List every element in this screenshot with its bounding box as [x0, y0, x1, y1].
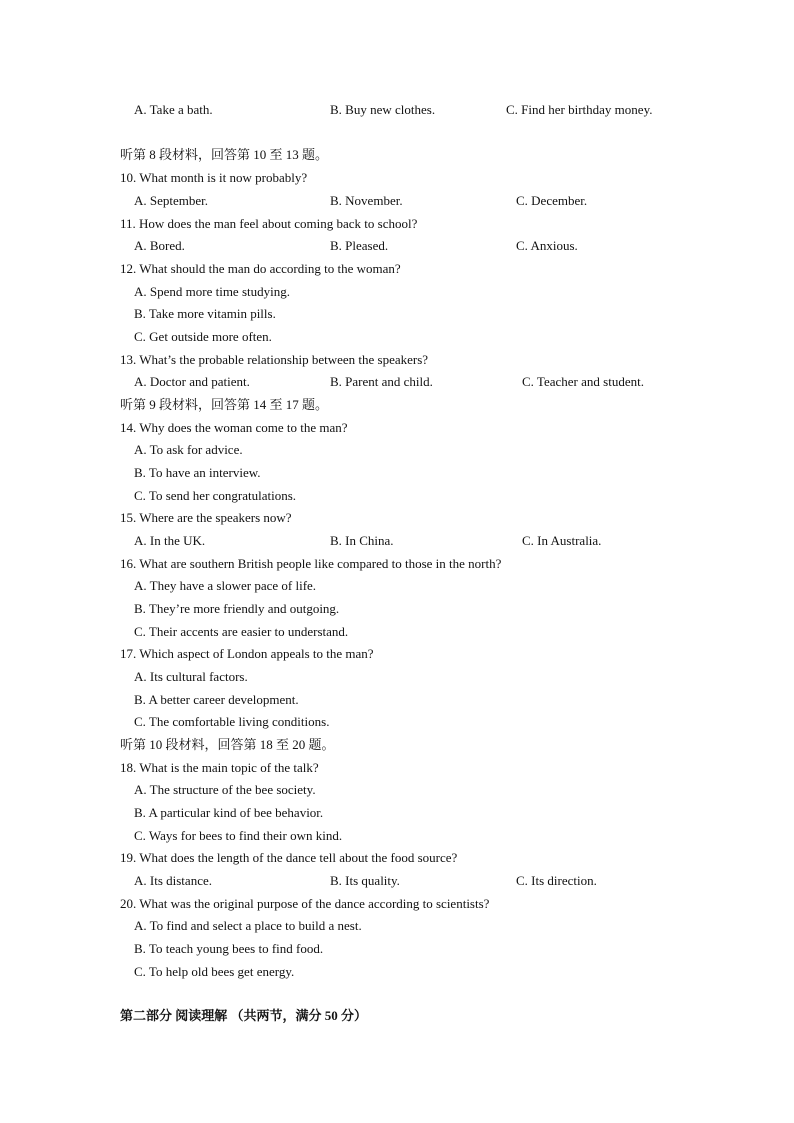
- question-14: 14. Why does the woman come to the man?: [120, 420, 348, 435]
- q15-option-b: B. In China.: [330, 533, 394, 548]
- question-10: 10. What month is it now probably?: [120, 170, 308, 185]
- question-18: 18. What is the main topic of the talk?: [120, 760, 319, 775]
- q20-option-b: B. To teach young bees to find food.: [134, 941, 324, 956]
- q15-option-c: C. In Australia.: [522, 533, 602, 548]
- q12-option-a: A. Spend more time studying.: [134, 284, 290, 299]
- q13-option-b: B. Parent and child.: [330, 374, 433, 389]
- q18-option-a: A. The structure of the bee society.: [134, 782, 316, 797]
- question-12: 12. What should the man do according to the woman?: [120, 261, 401, 276]
- q17-option-a: A. Its cultural factors.: [134, 669, 248, 684]
- question-20: 20. What was the original purpose of the dance according to scientists?: [120, 896, 490, 911]
- instruction-section-9: 听第 9 段材料，回答第 14 至 17 题。: [120, 397, 329, 412]
- question-16: 16. What are southern British people like compared to those in the north?: [120, 556, 502, 571]
- q12-option-b: B. Take more vitamin pills.: [134, 306, 276, 321]
- q11-option-c: C. Anxious.: [516, 238, 578, 253]
- question-13: 13. What’s the probable relationship between the speakers?: [120, 352, 429, 367]
- q14-option-b: B. To have an interview.: [134, 465, 261, 480]
- q13-option-a: A. Doctor and patient.: [134, 374, 250, 389]
- q18-option-b: B. A particular kind of bee behavior.: [134, 805, 324, 820]
- question-11: 11. How does the man feel about coming back to school?: [120, 216, 418, 231]
- instruction-section-10: 听第 10 段材料，回答第 18 至 20 题。: [120, 737, 335, 752]
- section-two-heading: 第二部分 阅读理解 （共两节，满分 50 分）: [120, 1008, 368, 1023]
- q14-option-c: C. To send her congratulations.: [134, 488, 297, 503]
- q10-option-c: C. December.: [516, 193, 588, 208]
- q20-option-a: A. To find and select a place to build a nest.: [134, 918, 362, 933]
- q19-option-a: A. Its distance.: [134, 873, 212, 888]
- q19-option-b: B. Its quality.: [330, 873, 400, 888]
- q10-option-b: B. November.: [330, 193, 403, 208]
- q16-option-c: C. Their accents are easier to understand.: [134, 624, 349, 639]
- q17-option-c: C. The comfortable living conditions.: [134, 714, 330, 729]
- question-15: 15. Where are the speakers now?: [120, 510, 292, 525]
- question-17: 17. Which aspect of London appeals to the man?: [120, 646, 374, 661]
- q12-option-c: C. Get outside more often.: [134, 329, 272, 344]
- q11-option-a: A. Bored.: [134, 238, 185, 253]
- q20-option-c: C. To help old bees get energy.: [134, 964, 295, 979]
- q16-option-a: A. They have a slower pace of life.: [134, 578, 317, 593]
- q14-option-a: A. To ask for advice.: [134, 442, 243, 457]
- q16-option-b: B. They’re more friendly and outgoing.: [134, 601, 340, 616]
- q18-option-c: C. Ways for bees to find their own kind.: [134, 828, 343, 843]
- q17-option-b: B. A better career development.: [134, 692, 299, 707]
- option-b: B. Buy new clothes.: [330, 102, 436, 117]
- option-c: C. Find her birthday money.: [506, 102, 653, 117]
- q11-option-b: B. Pleased.: [330, 238, 389, 253]
- q19-option-c: C. Its direction.: [516, 873, 597, 888]
- q15-option-a: A. In the UK.: [134, 533, 206, 548]
- q13-option-c: C. Teacher and student.: [522, 374, 644, 389]
- q10-option-a: A. September.: [134, 193, 209, 208]
- instruction-section-8: 听第 8 段材料，回答第 10 至 13 题。: [120, 147, 329, 162]
- option-a: A. Take a bath.: [134, 102, 213, 117]
- question-19: 19. What does the length of the dance tell about the food source?: [120, 850, 458, 865]
